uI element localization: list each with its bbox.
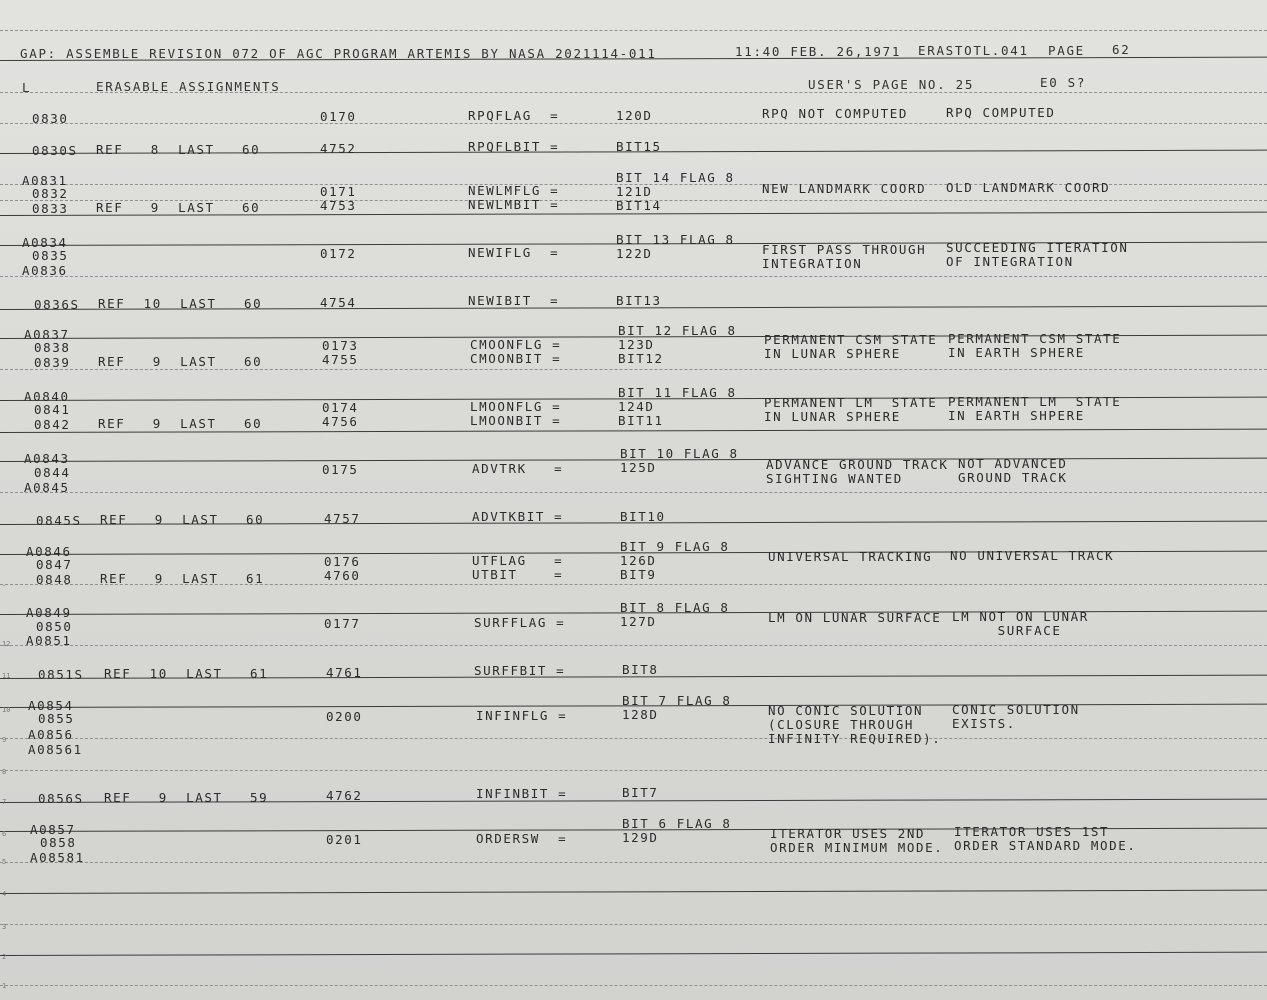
line-number: A08561	[28, 742, 83, 757]
line-number: A0843	[24, 451, 70, 466]
symbol: INFINBIT =	[476, 786, 568, 801]
symbol: ADVTRK =	[472, 461, 564, 476]
description-reset: PERMANENT CSM STATE IN EARTH SPHERE	[948, 331, 1122, 360]
description-reset: PERMANENT LM STATE IN EARTH SHPERE	[948, 394, 1122, 423]
line-number: 0855	[38, 711, 75, 726]
symbol: ADVTKBIT =	[472, 509, 564, 524]
description-set: PERMANENT LM STATE IN LUNAR SPHERE	[764, 395, 938, 424]
dash-line	[0, 645, 1267, 646]
description-set: NO CONIC SOLUTION (CLOSURE THROUGH INFINITY REQUIRED).	[768, 703, 942, 746]
line-number: 0833	[32, 201, 69, 216]
address: 0201	[326, 832, 363, 847]
symbol: NEWLMFLG = NEWLMBIT =	[468, 183, 560, 212]
value: BIT 14 FLAG 8 121D BIT14	[616, 170, 735, 213]
symbol: RPQFLBIT =	[468, 139, 560, 154]
description-reset: NO UNIVERSAL TRACK	[950, 548, 1115, 563]
line-numbers: 0830S	[32, 143, 78, 158]
reference: REF 10 LAST 61	[104, 666, 269, 681]
address: 4761	[326, 665, 363, 680]
dash-line	[0, 862, 1267, 863]
address: 0171 4753	[320, 184, 357, 213]
line-number: A0837	[24, 327, 70, 342]
value: BIT8	[622, 662, 659, 677]
symbol: NEWIFLG =	[468, 245, 560, 260]
reference: REF 8 LAST 60	[96, 142, 261, 157]
line-number: 0841	[34, 402, 71, 417]
value: BIT 7 FLAG 8 128D	[622, 693, 732, 722]
description-reset: ITERATOR USES 1ST ORDER STANDARD MODE.	[954, 824, 1137, 853]
subheader-marker: L	[22, 80, 32, 95]
value: BIT 9 FLAG 8 126D BIT9	[620, 539, 730, 582]
description-reset: NOT ADVANCED GROUND TRACK	[958, 456, 1068, 485]
symbol: SURFFLAG =	[474, 615, 566, 630]
users-page-number: USER'S PAGE NO. 25	[808, 77, 975, 92]
value: BIT 11 FLAG 8 124D BIT11	[618, 385, 737, 428]
address: 0174 4756	[322, 400, 359, 429]
header-page-label: PAGE	[1048, 43, 1085, 58]
dash-line	[0, 770, 1267, 771]
rule-line	[0, 952, 1267, 956]
line-number: 0848	[36, 572, 73, 587]
line-number: A0845	[24, 480, 70, 495]
reference: REF 9 LAST 60	[100, 512, 265, 527]
line-numbers: 0856S	[38, 791, 84, 806]
address: 0177	[324, 616, 361, 631]
header-datetime: 11:40 FEB. 26,1971	[735, 44, 902, 59]
line-numbers: 0845S	[36, 513, 82, 528]
line-number: 0839	[34, 355, 71, 370]
description-reset: SUCCEEDING ITERATION OF INTEGRATION	[946, 240, 1129, 269]
header-file: ERASTOTL.041	[918, 43, 1029, 58]
line-number: 0850	[36, 619, 73, 634]
address: 0200	[326, 709, 363, 724]
line-number: A0831	[22, 173, 68, 188]
description-reset: LM NOT ON LUNAR SURFACE	[952, 609, 1089, 638]
value: BIT 8 FLAG 8 127D	[620, 600, 730, 629]
value: BIT 6 FLAG 8 129D	[622, 816, 732, 845]
symbol: ORDERSW =	[476, 831, 568, 846]
line-number: A0840	[24, 389, 70, 404]
value: BIT 12 FLAG 8 123D BIT12	[618, 323, 737, 366]
dash-line	[0, 924, 1267, 925]
symbol: RPQFLAG =	[468, 108, 560, 123]
line-number: A08581	[30, 850, 85, 865]
description-reset: CONIC SOLUTION EXISTS.	[952, 702, 1080, 731]
description-set: NEW LANDMARK COORD	[762, 181, 927, 196]
line-numbers: 0851S	[38, 667, 84, 682]
header-page-number: 62	[1112, 42, 1131, 57]
address: 4757	[324, 511, 361, 526]
line-number: A0834	[22, 235, 68, 250]
line-numbers: 0836S	[34, 297, 80, 312]
line-number: A0851	[26, 633, 72, 648]
subheader-code: E0 S?	[1040, 75, 1087, 90]
description-set: UNIVERSAL TRACKING	[768, 549, 933, 564]
reference: REF 10 LAST 60	[98, 296, 263, 311]
line-number: A0836	[22, 263, 68, 278]
reference: REF 9 LAST 60	[98, 416, 263, 431]
line-number: A0857	[30, 822, 76, 837]
symbol: INFINFLG =	[476, 708, 568, 723]
dash-line	[0, 276, 1267, 277]
line-number: 0835	[32, 248, 69, 263]
reference: REF 9 LAST 61	[100, 571, 265, 586]
reference: REF 9 LAST 60	[96, 200, 261, 215]
line-number: 0832	[32, 186, 69, 201]
symbol: CMOONFLG = CMOONBIT =	[470, 337, 562, 366]
value: BIT 10 FLAG 8 125D	[620, 446, 739, 475]
printout-page: . 12 11 10 9 8 7 6 5 4 3 2 1 GAP: ASSEMBLE REVISION 072 OF AGC PROGRAM ARTEMIS BY NASA 2021114-011 11:40 FEB. 26,1971 ERASTOTL.041 PAGE 62 L ERASABLE ASSIGNMENTS USER'S PAGE NO. 25 E0 S? 0830 0170 RPQFLAG = 120D RPQ NOT COMPUTED RPQ COMPUTED 0830S REF 8 LAST 60 4752 RPQFLBIT = BIT15 A0831 0832 0833 REF 9 LAST 60 0171 4753 NEWLMFLG = NEWLMBIT = BIT 14 FLAG 8 121D BIT14 NEW LANDMARK COORD OLD LANDMARK COORD A0834 0835 A0836 0172 NEWIFLG = BIT 13 FLAG 8 122D FIRST PASS THROUGH INTEGRATION SUCCEEDING ITERATION OF INTEGRATION 0836S REF 10 LAST 60 4754 NEWIBIT = BIT13 A0837 0838 0839 REF 9 LAST 60 0173 4755 CMOONFLG = CMOONBIT = BIT 12 FLAG 8 123D BIT12 PERMANENT CSM STATE IN LUNAR SPHERE PERMANENT CSM STATE IN EARTH SPHERE A0840 0841 0842 REF 9 LAST 60 0174 4756 LMOONFLG = LMOONBIT = BIT 11 FLAG 8 124D BIT11 PERMANENT LM STATE IN LUNAR SPHERE PERMANENT LM STATE IN EARTH SHPERE A0843 0844 A0845 0175 ADVTRK = BIT 10 FLAG 8 125D ADVANCE GROUND TRACK SIGHTING WANTED NOT ADVANCED GROUND TRACK 0845S REF 9 LAST 60 4757 ADVTKBIT = BIT10 A0846 0847 0848 REF 9 LAST 61 0176 4760 UTFLAG = UTBIT = BIT 9 FLAG 8 126D BIT9 UNIVERSAL TRACKING NO UNIVERSAL TRACK A0849 0850 A0851 0177 SURFFLAG = BIT 8 FLAG 8 127D LM ON LUNAR SURFACE LM NOT ON LUNAR SURFACE 0851S REF 10 LAST 61 4761 SURFFBIT = BIT8 A0854 0855 A0856 A08561 0200 INFINFLG = BIT 7 FLAG 8 128D NO CONIC SOLUTION (CLOSURE THROUGH INFINITY REQUIRED). CONIC SOLUTION EXISTS. 0856S REF 9 LAST 59 4762 INFINBIT = BIT7 A0857 0858 A08581 0201 ORDERSW = BIT 6 FLAG 8 129D ITERATOR USES 2ND ORDER MINIMUM MODE. ITERATOR USES 1ST ORDER STANDARD MODE.	[0, 0, 1267, 1000]
symbol: SURFFBIT =	[474, 663, 566, 678]
address: 4754	[320, 295, 357, 310]
line-number: A0856	[28, 727, 74, 742]
line-number: A0849	[26, 605, 72, 620]
line-number: A0854	[28, 698, 74, 713]
dash-line	[0, 985, 1267, 986]
header-title: GAP: ASSEMBLE REVISION 072 OF AGC PROGRAM ARTEMIS BY NASA 2021114-011	[20, 46, 657, 61]
address: 0173 4755	[322, 338, 359, 367]
symbol: NEWIBIT =	[468, 293, 560, 308]
address: 4762	[326, 788, 363, 803]
description-set: LM ON LUNAR SURFACE	[768, 610, 942, 625]
symbol: UTFLAG = UTBIT =	[472, 553, 564, 582]
description-reset: OLD LANDMARK COORD	[946, 180, 1111, 195]
line-number: A0846	[26, 544, 72, 559]
line-number: 0844	[34, 465, 71, 480]
dash-line	[0, 123, 1267, 124]
description-set: PERMANENT CSM STATE IN LUNAR SPHERE	[764, 332, 938, 361]
value: BIT7	[622, 785, 659, 800]
line-number: 0842	[34, 417, 71, 432]
line-number: 0858	[40, 835, 77, 850]
symbol: LMOONFLG = LMOONBIT =	[470, 399, 562, 428]
value: BIT13	[616, 293, 662, 308]
reference: REF 9 LAST 60	[98, 354, 263, 369]
address: 4752	[320, 141, 357, 156]
description-set: FIRST PASS THROUGH INTEGRATION	[762, 242, 927, 271]
address: 0176 4760	[324, 554, 361, 583]
reference: REF 9 LAST 59	[104, 790, 269, 805]
line-numbers: 0830	[32, 111, 69, 126]
address: 0172	[320, 246, 357, 261]
line-number: 0838	[34, 340, 71, 355]
line-number: 0847	[36, 557, 73, 572]
value: BIT10	[620, 509, 666, 524]
address: 0170	[320, 109, 357, 124]
description-reset: RPQ COMPUTED	[946, 105, 1056, 120]
dash-line	[0, 369, 1267, 370]
section-title: ERASABLE ASSIGNMENTS	[96, 79, 281, 94]
rule-line	[0, 890, 1267, 894]
value: BIT15	[616, 139, 662, 154]
description-set: ADVANCE GROUND TRACK SIGHTING WANTED	[766, 457, 949, 486]
dash-line	[0, 30, 1267, 31]
value: BIT 13 FLAG 8 122D	[616, 232, 735, 261]
description-set: RPQ NOT COMPUTED	[762, 106, 909, 121]
description-set: ITERATOR USES 2ND ORDER MINIMUM MODE.	[770, 826, 944, 855]
dash-line	[0, 492, 1267, 493]
value: 120D	[616, 108, 653, 123]
address: 0175	[322, 462, 359, 477]
dash-line	[0, 738, 1267, 739]
